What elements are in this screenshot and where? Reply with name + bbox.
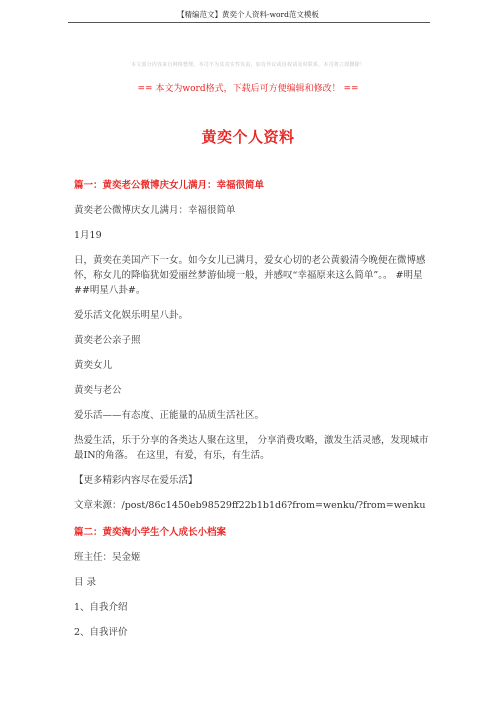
paragraph: 黄奕与老公 [74, 385, 122, 396]
document-title: 黄奕个人资料 [201, 128, 295, 146]
header-divider [68, 22, 430, 23]
format-notice: == 本文为word格式，下载后可方便编辑和修改！ == [137, 84, 359, 94]
paragraph: 黄奕老公亲子照 [74, 335, 141, 346]
paragraph: 热爱生活，乐于分享的各类达人聚在这里， 分享消费攻略，激发生活灵感，发现城市最IN的角落。 在这里，有爱，有乐，有生活。 [74, 435, 429, 461]
paragraph: 【更多精彩内容尽在爱乐活】 [74, 475, 198, 486]
disclaimer-text: 本文部分内容来自网络整理，本司不为其真实性负责，如有异议或侵权请及时联系，本司将立即删除！ [130, 62, 365, 68]
list-item: 1、自我介绍 [74, 602, 128, 613]
paragraph: 1月19 [74, 230, 102, 241]
document-body [74, 178, 434, 640]
paragraph: 爱乐活文化娱乐明星八卦。 [74, 310, 189, 321]
paragraph: 爱乐活——有态度、正能量的品质生活社区。 [74, 410, 265, 421]
paragraph: 目 录 [74, 577, 97, 588]
list-item: 2、自我评价 [74, 627, 128, 638]
header-title: 【精编范文】黄奕个人资料-word范文模板 [177, 10, 319, 19]
paragraph: 日，黄奕在美国产下一女。如今女儿已满月，爱女心切的老公黄毅清今晚便在微博感怀，称女儿的降临犹如爱丽丝梦游仙境一般，并感叹“幸福原来这么简单”。。 #明星##明星八卦#。 [74, 255, 426, 296]
source-link[interactable]: 文章来源：/post/86c1450eb98529ff22b1b1d6?from=wenku/?from=wenku [74, 500, 426, 511]
section-heading-1: 篇一：黄奕老公微博庆女儿满月：幸福很简单 [74, 180, 265, 191]
paragraph: 班主任：吴金姬 [74, 552, 141, 563]
paragraph: 黄奕女儿 [74, 360, 113, 371]
paragraph: 黄奕老公微博庆女儿满月：幸福很简单 [74, 205, 236, 216]
section-heading-2: 篇二：黄奕淘小学生个人成长小档案 [74, 527, 227, 538]
